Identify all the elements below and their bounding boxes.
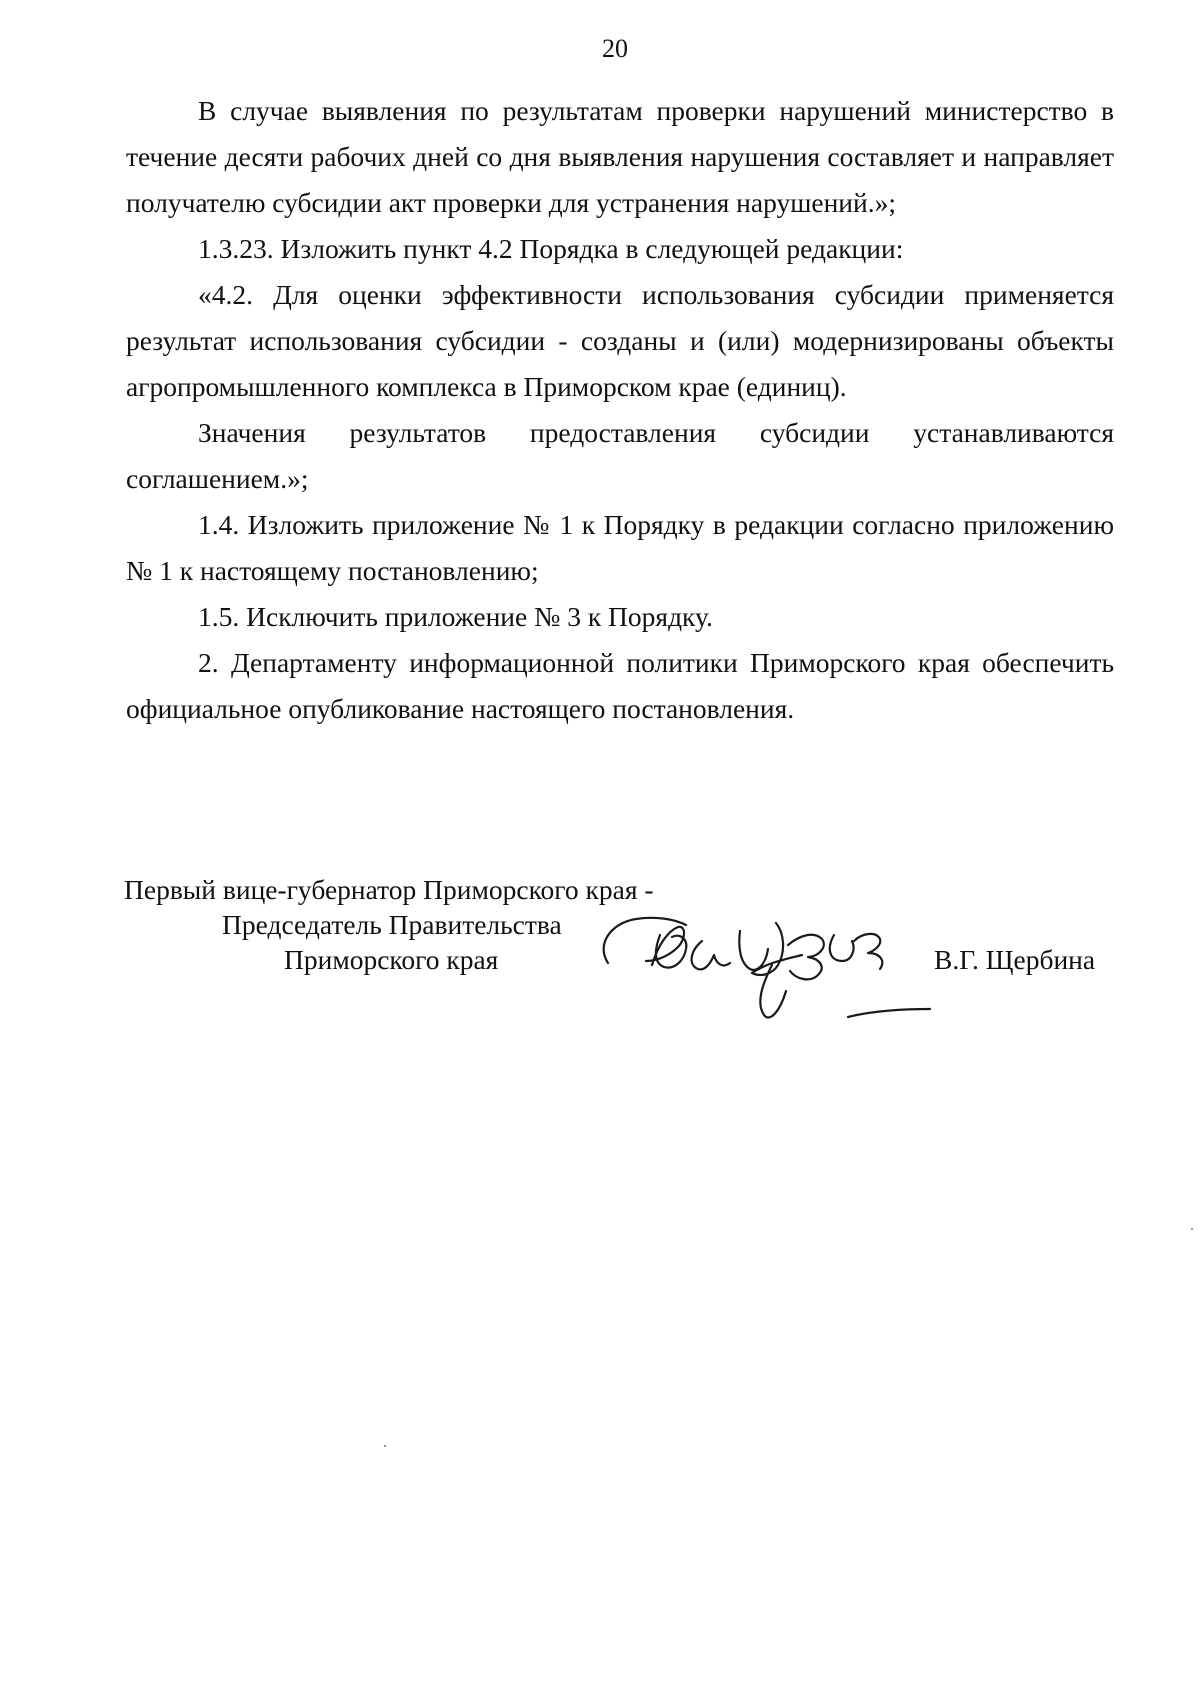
paragraph-inspection-act: В случае выявления по результатам проверки нарушений министерство в течение десяти рабочих дней со дня выявления нарушения составляет и направляет получателю субсидии акт проверки для устранения нарушений.»;	[126, 95, 1114, 218]
signatory-position-line1: Первый вице-губернатор Приморского края -	[124, 874, 654, 905]
handwritten-signature	[590, 905, 945, 1023]
paragraph-1-3-23: 1.3.23. Изложить пункт 4.2 Порядка в следующей редакции:	[198, 233, 904, 264]
scan-speck	[384, 1445, 386, 1447]
paragraph-1-5: 1.5. Исключить приложение № 3 к Порядку.	[198, 601, 713, 632]
signatory-position-line2: Председатель Правительства	[222, 909, 562, 940]
signatory-position-line3: Приморского края	[284, 944, 499, 975]
page-number: 20	[602, 34, 628, 63]
paragraph-result-values: Значения результатов предоставления субсидии устанавливаются соглашением.»;	[126, 417, 1114, 494]
document-body	[126, 88, 1114, 732]
paragraph-2: 2. Департаменту информационной политики Приморского края обеспечить официальное опубликование настоящего постановления.	[126, 647, 1114, 724]
paragraph-1-4: 1.4. Изложить приложение № 1 к Порядку в редакции согласно приложению № 1 к настоящему постановлению;	[126, 509, 1114, 586]
signatory-name: В.Г. Щербина	[934, 944, 1096, 975]
scan-speck	[1191, 1228, 1193, 1230]
paragraph-4-2: «4.2. Для оценки эффективности использования субсидии применяется результат использования субсидии - созданы и (или) модернизированы объекты агропромышленного комплекса в Приморском крае (единиц).	[126, 279, 1114, 402]
